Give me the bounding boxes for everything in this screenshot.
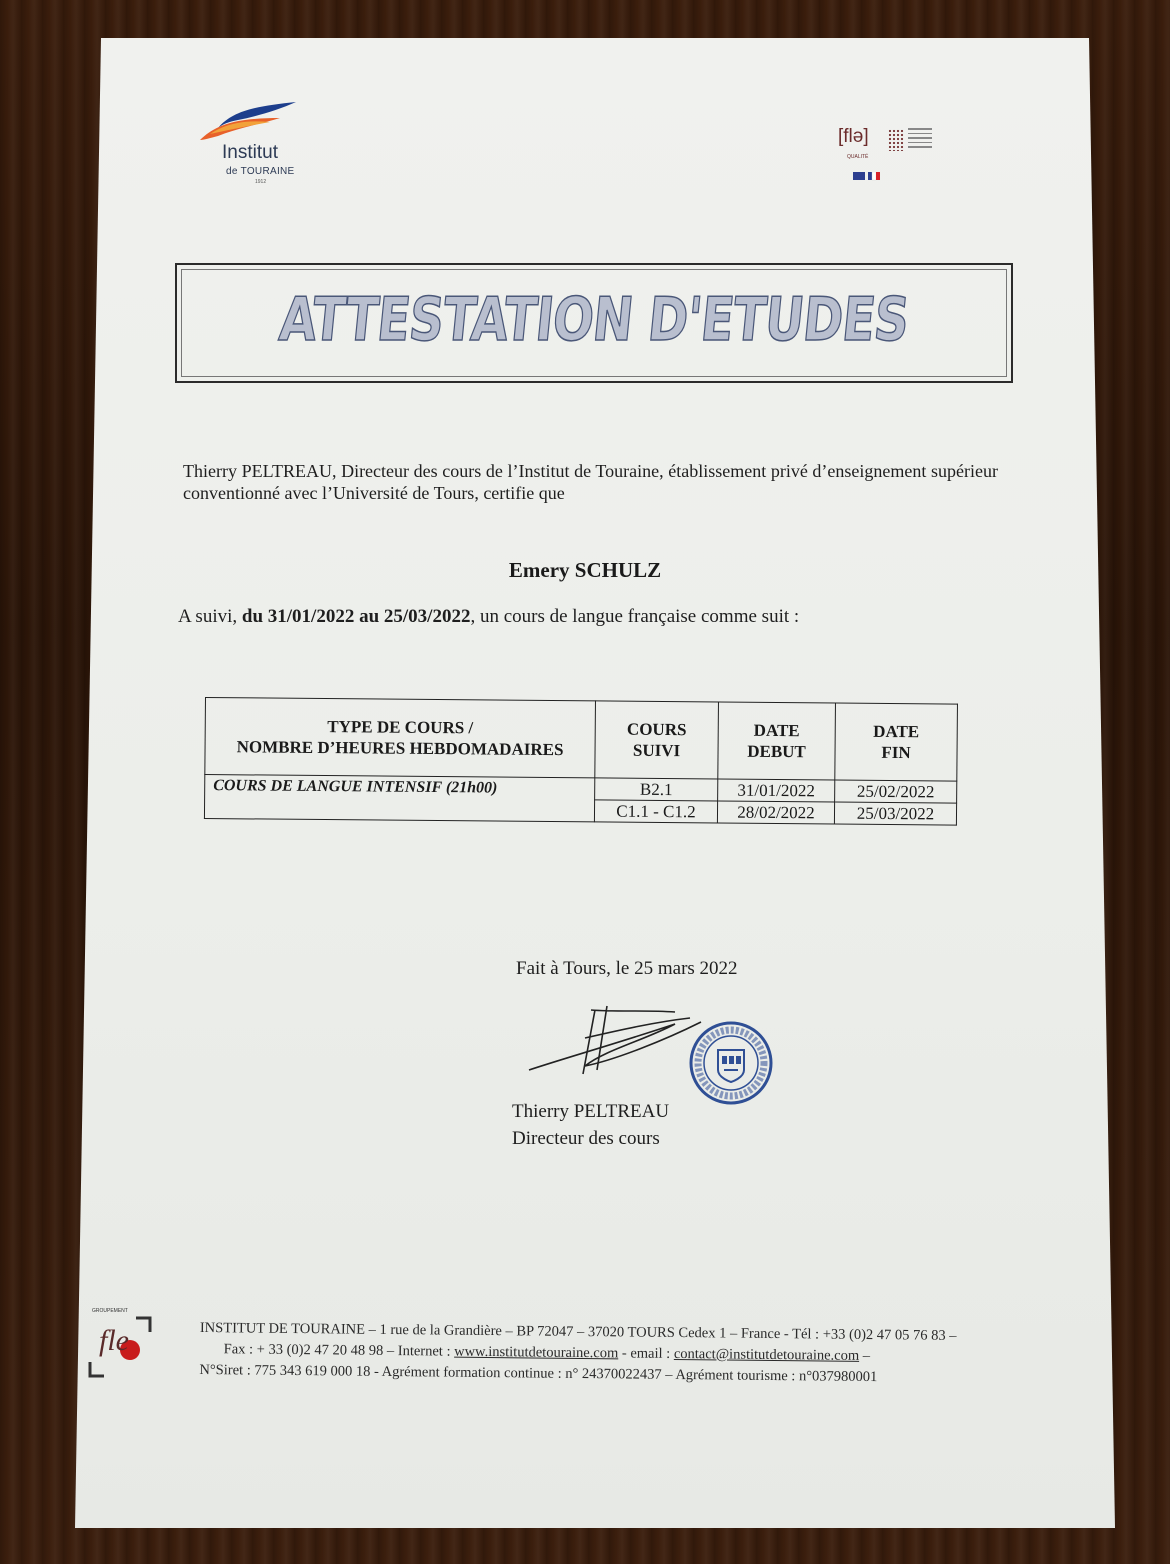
intro-paragraph: Thierry PELTREAU, Directeur des cours de l’Institut de Touraine, établissement privé d’enseignement supérieur conventionné avec l’Université de Tours, certifie que — [183, 461, 998, 503]
groupement-fle-logo — [86, 1308, 156, 1380]
logo-fle-text: fle — [99, 1324, 129, 1357]
header-date-debut: DATE DEBUT — [718, 702, 836, 780]
fle-mark: [flə] — [838, 126, 869, 147]
title-box — [175, 263, 1013, 383]
start-date-cell: 28/02/2022 — [717, 801, 834, 824]
dots-icon — [888, 129, 904, 151]
official-stamp — [688, 1020, 774, 1106]
level-cell: C1.1 - C1.2 — [594, 800, 717, 823]
logo-institut-text: Institut — [222, 142, 278, 163]
logo-touraine-text: de TOURAINE — [226, 166, 295, 177]
website-link[interactable]: www.institutdetouraine.com — [454, 1343, 619, 1362]
course-type-cell: COURS DE LANGUE INTENSIF (21h00) — [204, 775, 594, 822]
level-cell: B2.1 — [595, 778, 718, 801]
signer-name: Thierry PELTREAU — [512, 1101, 670, 1122]
groupement-label: GROUPEMENT — [92, 1308, 128, 1314]
institut-touraine-logo — [192, 100, 312, 190]
footer-line-3: N°Siret : 775 343 619 000 18 - Agrément formation continue : n° 24370022437 – Agrément tourisme : n°037980001 — [199, 1361, 878, 1386]
place-date: Fait à Tours, le 25 mars 2022 — [516, 958, 738, 979]
email-link[interactable]: contact@institutdetouraine.com — [673, 1345, 860, 1364]
header-date-fin: DATE FIN — [835, 703, 958, 781]
logo-lines — [908, 128, 932, 151]
document-title: ATTESTATION D'ETUDES — [276, 285, 912, 355]
footer-line-1: INSTITUT DE TOURAINE – 1 rue de la Grandière – BP 72047 – 37020 TOURS Cedex 1 – France - Tél : +33 (0)2 47 05 76 83 – — [199, 1319, 957, 1344]
header-cours-suivi: COURS SUIVI — [595, 701, 719, 779]
swoosh-icon — [198, 100, 298, 142]
course-table — [204, 697, 958, 826]
attendance-prefix: A suivi, — [178, 606, 242, 627]
table-header-row — [205, 698, 958, 782]
republique-flag-icon — [853, 172, 881, 182]
header-type-cours: TYPE DE COURS / NOMBRE D’HEURES HEBDOMADAIRES — [205, 698, 596, 778]
fle-qualite-label: QUALITÉ — [847, 154, 869, 160]
attendance-period: du 31/01/2022 au 25/03/2022 — [241, 606, 471, 627]
fle-qualite-logo — [838, 124, 938, 202]
attendance-suffix: , un cours de langue française comme suit : — [470, 606, 800, 627]
footer-address — [199, 1318, 957, 1389]
start-date-cell: 31/01/2022 — [718, 779, 835, 802]
signer-role: Directeur des cours — [512, 1128, 660, 1149]
signer-block — [512, 1098, 669, 1152]
attendance-line — [178, 606, 799, 628]
handwritten-signature — [525, 1000, 705, 1078]
logo-year-text: 1912 — [255, 179, 267, 185]
end-date-cell: 25/03/2022 — [834, 802, 956, 825]
end-date-cell: 25/02/2022 — [835, 780, 957, 803]
footer-line-2: Fax : + 33 (0)2 47 20 48 98 – Internet : www.institutdetouraine.com - email : contact@institutdetouraine.com – — [223, 1341, 871, 1365]
student-name: Emery SCHULZ — [508, 558, 662, 582]
